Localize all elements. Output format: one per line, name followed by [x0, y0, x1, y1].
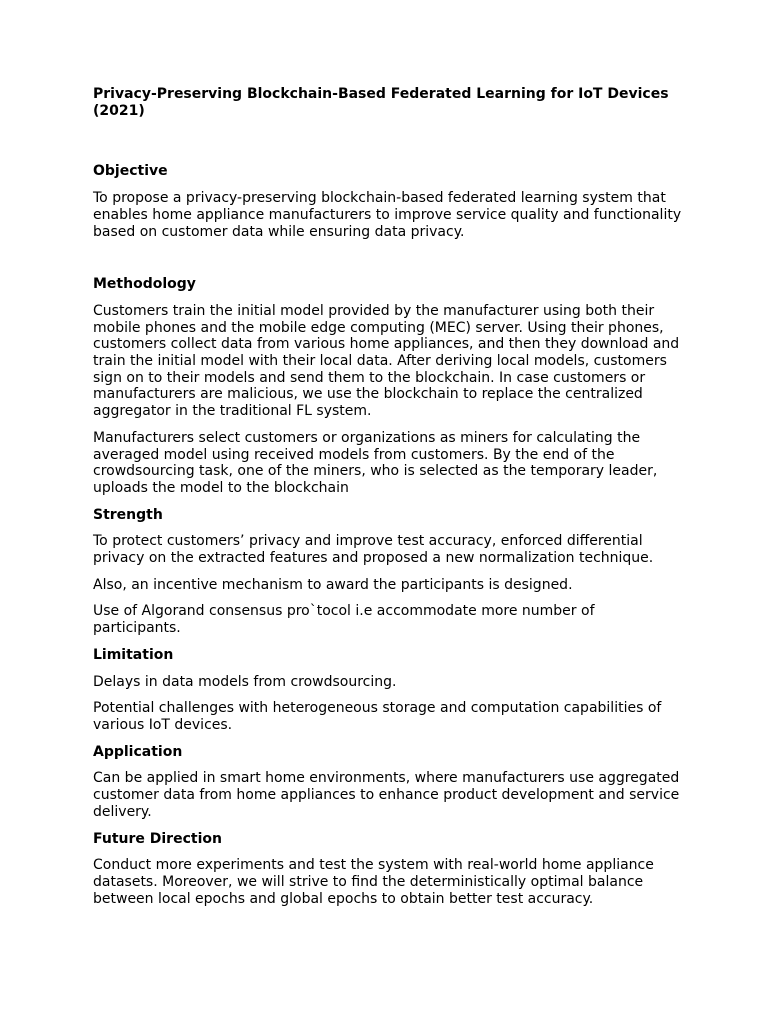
- objective-paragraph: To propose a privacy-preserving blockchain-based federated learning system that enables home appliance manufacturers to improve service quality and functionality based on customer data while ensuring data privacy.: [93, 190, 682, 240]
- section-methodology: [93, 276, 683, 496]
- section-application: [93, 744, 683, 821]
- section-strength: [93, 507, 683, 637]
- section-objective: [93, 163, 683, 240]
- section-heading-objective: Objective: [93, 163, 168, 180]
- application-paragraph: Can be applied in smart home environments, where manufacturers use aggregated customer data from home appliances to enhance product development and service delivery.: [93, 770, 680, 820]
- section-limitation: [93, 647, 683, 734]
- limitation-paragraph-1: Delays in data models from crowdsourcing.: [93, 673, 397, 690]
- methodology-paragraph-1: Customers train the initial model provided by the manufacturer using both their mobile phones and the mobile edge computing (MEC) server. Using their phones, customers collect data from various home appliances, and then they download and train the initial model with their local data. After deriving local models, customers sign on to their models and send them to the blockchain. In case customers or manufacturers are malicious, we use the blockchain to replace the centralized aggregator in the traditional FL system.: [93, 302, 680, 420]
- section-heading-strength: Strength: [93, 506, 163, 523]
- strength-paragraph-2: Also, an incentive mechanism to award the participants is designed.: [93, 576, 573, 593]
- document-page: [93, 86, 683, 907]
- future-direction-paragraph: Conduct more experiments and test the system with real-world home appliance datasets. Moreover, we will strive to find the deterministically optimal balance between local epochs and global epochs to obtain better test accuracy.: [93, 857, 654, 907]
- section-future-direction: [93, 831, 683, 908]
- document-title: Privacy-Preserving Blockchain-Based Federated Learning for IoT Devices (2021): [93, 86, 669, 119]
- section-heading-application: Application: [93, 743, 183, 760]
- section-heading-future-direction: Future Direction: [93, 830, 222, 847]
- section-heading-limitation: Limitation: [93, 646, 174, 663]
- strength-paragraph-1: To protect customers’ privacy and improve test accuracy, enforced differential privacy on the extracted features and proposed a new normalization technique.: [93, 533, 654, 567]
- methodology-paragraph-2: Manufacturers select customers or organizations as miners for calculating the averaged model using received models from customers. By the end of the crowdsourcing task, one of the miners, who is selected as the temporary leader, uploads the model to the blockchain: [93, 429, 658, 496]
- section-heading-methodology: Methodology: [93, 276, 196, 293]
- strength-paragraph-3: Use of Algorand consensus pro`tocol i.e accommodate more number of participants.: [93, 603, 595, 637]
- limitation-paragraph-2: Potential challenges with heterogeneous storage and computation capabilities of various IoT devices.: [93, 700, 662, 733]
